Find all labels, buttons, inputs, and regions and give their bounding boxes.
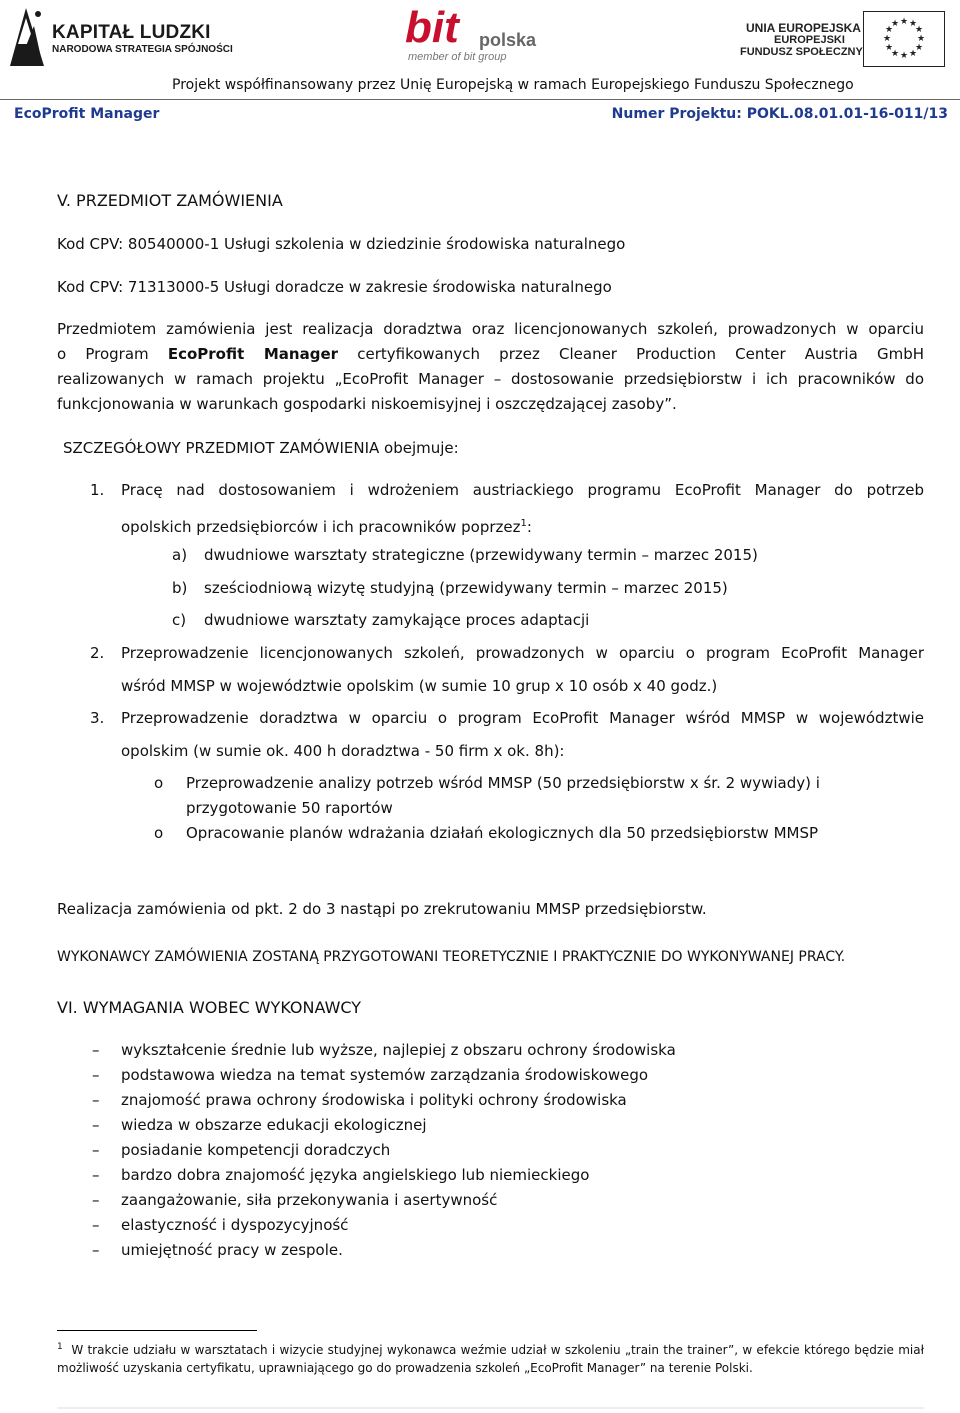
req-dash: – [92, 1116, 100, 1134]
req-item: wykształcenie średnie lub wyższe, najlepiej z obszaru ochrony środowiska [121, 1041, 676, 1059]
req-dash: – [92, 1216, 100, 1234]
cpv-code-1: Kod CPV: 80540000-1 Usługi szkolenia w dziedzinie środowiska naturalnego [57, 235, 626, 253]
item-1-line-2-text: opolskich przedsiębiorców i ich pracowników poprzez [121, 518, 521, 536]
bullet-1-line-2: przygotowanie 50 raportów [186, 799, 393, 817]
svg-text:★: ★ [899, 51, 909, 61]
program-name: EcoProfit Manager [167, 345, 339, 363]
svg-text:★: ★ [914, 25, 924, 35]
header-divider [0, 99, 960, 100]
req-dash: – [92, 1066, 100, 1084]
item-2-line-2: wśród MMSP w województwie opolskim (w sumie 10 grup x 10 osób x 40 godz.) [121, 677, 718, 695]
kapital-ludzki-title: KAPITAŁ LUDZKI [52, 22, 211, 43]
req-item: wiedza w obszarze edukacji ekologicznej [121, 1116, 427, 1134]
footnote-ref: 1 [520, 518, 527, 529]
eu-logo-line3: FUNDUSZ SPOŁECZNY [740, 46, 863, 58]
footnote-divider [57, 1330, 257, 1331]
item-1-line-2 [121, 511, 532, 540]
section-6-heading: VI. WYMAGANIA WOBEC WYKONAWCY [57, 998, 362, 1017]
section-5-heading: V. PRZEDMIOT ZAMÓWIENIA [57, 191, 283, 210]
item-2-number: 2. [90, 644, 105, 662]
footnote-number: 1 [57, 1342, 63, 1352]
item-1-line-2-end: : [526, 518, 532, 536]
svg-text:★: ★ [914, 43, 924, 53]
req-dash: – [92, 1241, 100, 1259]
req-item: posiadanie kompetencji doradczych [121, 1141, 391, 1159]
eu-flag-icon [863, 11, 945, 67]
item-1-line-1: Pracę nad dostosowaniem i wdrożeniem austriackiego programu EcoProfit Manager do potrzeb [121, 481, 924, 499]
svg-text:★: ★ [884, 25, 894, 35]
header-logos [0, 0, 960, 80]
sub-a-text: dwudniowe warsztaty strategiczne (przewidywany termin – marzec 2015) [204, 546, 758, 564]
req-item: umiejętność pracy w zespole. [121, 1241, 343, 1259]
para-line-1: Przedmiotem zamówienia jest realizacja doradztwa oraz licencjonowanych szkoleń, prowadzonych w oparciu [57, 320, 924, 338]
item-3-line-1: Przeprowadzenie doradztwa w oparciu o program EcoProfit Manager wśród MMSP w województwie [121, 709, 924, 727]
caps-note: WYKONAWCY ZAMÓWIENIA ZOSTANĄ PRZYGOTOWANI TEORETYCZNIE I PRAKTYCZNIE DO WYKONYWANEJ PRACY. [57, 949, 846, 965]
eu-logo-line1: UNIA EUROPEJSKA [746, 21, 861, 35]
header-project-name: EcoProfit Manager [14, 106, 160, 122]
bullet-2-marker: o [154, 824, 164, 842]
eu-logo-line2: EUROPEJSKI [774, 34, 845, 46]
item-2-line-1: Przeprowadzenie licencjonowanych szkoleń, prowadzonych w oparciu o program EcoProfit Manager [121, 644, 924, 662]
cofinanced-note: Projekt współfinansowany przez Unię Europejską w ramach Europejskiego Funduszu Społecznego [172, 77, 854, 93]
item-3-line-2: opolskim (w sumie ok. 400 h doradztwa - 50 firm x ok. 8h): [121, 742, 565, 760]
svg-text:★: ★ [908, 49, 918, 59]
item-1-number: 1. [90, 481, 105, 499]
item-3-number: 3. [90, 709, 105, 727]
svg-text:★: ★ [916, 34, 926, 44]
svg-text:★: ★ [908, 19, 918, 29]
kapital-ludzki-logo-icon [4, 4, 50, 72]
sub-a-letter: a) [172, 546, 188, 564]
footnote [57, 1338, 924, 1377]
para-line-2 [57, 342, 924, 367]
kapital-ludzki-subtitle: NARODOWA STRATEGIA SPÓJNOŚCI [52, 44, 233, 55]
svg-text:★: ★ [890, 19, 900, 29]
bit-logo-word: bit [405, 3, 459, 52]
sub-b-letter: b) [172, 579, 188, 597]
para-line-3: realizowanych w ramach projektu „EcoProfit Manager – dostosowanie przedsiębiorstw i ich pracowników do [57, 370, 924, 388]
para-line-2a: o Program [57, 345, 168, 363]
req-dash: – [92, 1041, 100, 1059]
header-project-number: Numer Projektu: POKL.08.01.01-16-011/13 [611, 106, 948, 122]
svg-text:★: ★ [899, 17, 909, 27]
bit-logo-member: member of bit group [408, 51, 507, 63]
req-dash: – [92, 1166, 100, 1184]
sub-c-text: dwudniowe warsztaty zamykające proces adaptacji [204, 611, 590, 629]
footnote-text: W trakcie udziału w warsztatach i wizycie studyjnej wykonawca weźmie udział w szkoleniu „train the trainer”, w efekcie którego będzie miał możliwość uzyskania certyfikatu, uprawniającego go do prowadzenia szkoleń „EcoProfit Manager” na terenie Polski. [57, 1343, 924, 1375]
bullet-2-text: Opracowanie planów wdrażania działań ekologicznych dla 50 przedsiębiorstw MMSP [186, 824, 819, 842]
svg-text:★: ★ [890, 49, 900, 59]
req-item: podstawowa wiedza na temat systemów zarządzania środowiskowego [121, 1066, 649, 1084]
req-dash: – [92, 1091, 100, 1109]
sub-c-letter: c) [172, 611, 187, 629]
svg-text:★: ★ [882, 34, 892, 44]
sub-b-text: sześciodniową wizytę studyjną (przewidywany termin – marzec 2015) [204, 579, 728, 597]
para-line-2c: certyfikowanych przez Cleaner Production Center Austria GmbH [338, 345, 924, 363]
bullet-1-line-1: Przeprowadzenie analizy potrzeb wśród MMSP (50 przedsiębiorstw x śr. 2 wywiady) i [186, 774, 820, 792]
svg-text:★: ★ [884, 43, 894, 53]
req-item: znajomość prawa ochrony środowiska i polityki ochrony środowiska [121, 1091, 627, 1109]
req-item: zaangażowanie, siła przekonywania i asertywność [121, 1191, 498, 1209]
req-item: bardzo dobra znajomość języka angielskiego lub niemieckiego [121, 1166, 590, 1184]
bit-logo-country: polska [479, 30, 537, 50]
page-bottom-rule [57, 1407, 924, 1409]
para-line-4: funkcjonowania w warunkach gospodarki niskoemisyjnej i oszczędzającej zasoby”. [57, 395, 677, 413]
req-dash: – [92, 1191, 100, 1209]
detail-heading: SZCZEGÓŁOWY PRZEDMIOT ZAMÓWIENIA obejmuje: [63, 439, 459, 457]
cpv-code-2: Kod CPV: 71313000-5 Usługi doradcze w zakresie środowiska naturalnego [57, 278, 612, 296]
realization-note: Realizacja zamówienia od pkt. 2 do 3 nastąpi po zrekrutowaniu MMSP przedsiębiorstw. [57, 900, 707, 918]
req-item: elastyczność i dyspozycyjność [121, 1216, 349, 1234]
req-dash: – [92, 1141, 100, 1159]
bullet-1-marker: o [154, 774, 164, 792]
